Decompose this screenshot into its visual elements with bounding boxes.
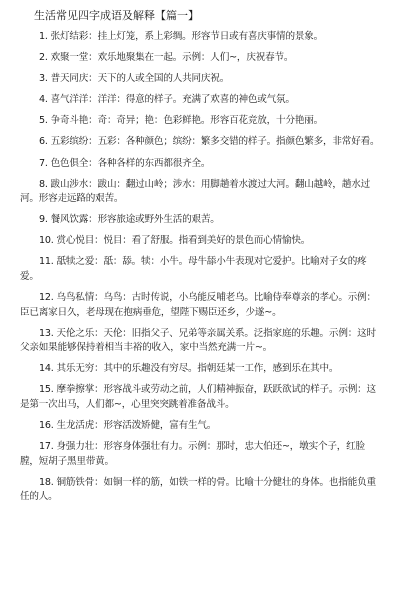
list-item: 4. 喜气洋洋：洋洋：得意的样子。充满了欢喜的神色或气氛。 xyxy=(39,94,295,106)
list-item: 14. 其乐无穷：其中的乐趣没有穷尽。指朝廷某一工作，感到乐在其中。 xyxy=(39,363,339,375)
entry-list xyxy=(20,30,380,505)
list-item: 9. 餐风饮露：形容旅途或野外生活的艰苦。 xyxy=(39,214,220,226)
list-item: 8. 跋山涉水：跋山：翻过山岭；涉水：用脚趟着水渡过大河。翻山越岭，趟水过河。形容走远路的艰苦。 xyxy=(20,178,370,205)
list-item: 11. 舐犊之爱：舐：舔。犊：小牛。母牛舔小牛表现对它爱护。比喻对子女的疼爱。 xyxy=(20,256,367,282)
list-item: 15. 摩拳擦掌：形容战斗或劳动之前，人们精神振奋，跃跃欲试的样子。示例：这是第一次出马，人们都~，心里突突跳着准备战斗。 xyxy=(20,384,376,410)
list-item: 18. 铜筋铁骨：如铜一样的筋，如铁一样的骨。比喻十分健壮的身体。也指能负重任的人。 xyxy=(20,476,376,503)
list-item: 7. 色色俱全：各种各样的东西都很齐全。 xyxy=(39,157,211,169)
list-item: 2. 欢聚一堂：欢乐地聚集在一起。示例：人们~，庆祝春节。 xyxy=(39,52,294,64)
list-item: 1. 张灯结彩：挂上灯笼，系上彩绸。形容节日或有喜庆事情的景象。 xyxy=(39,31,324,42)
document-title: 生活常见四字成语及解释【篇一】 xyxy=(34,9,199,22)
list-item: 6. 五彩缤纷：五彩：各种颜色；缤纷：繁多交错的样子。指颜色繁多，非常好看。 xyxy=(39,136,380,148)
list-item: 13. 天伦之乐：天伦：旧指父子、兄弟等亲属关系。泛指家庭的乐趣。示例：这时父亲如果能够保持着相当丰裕的收入，家中当然充满一片~。 xyxy=(20,327,376,354)
list-item: 3. 普天同庆：天下的人或全国的人共同庆祝。 xyxy=(39,73,230,85)
list-item: 10. 赏心悦目：悦目：看了舒服。指看到美好的景色而心情愉快。 xyxy=(39,235,311,247)
list-item: 5. 争奇斗艳：奇：奇异；艳：色彩鲜艳。形容百花竞放，十分艳丽。 xyxy=(39,115,324,127)
list-item: 16. 生龙活虎：形容活泼矫健，富有生气。 xyxy=(39,419,217,431)
list-item: 17. 身强力壮：形容身体强壮有力。示例：那时，忠大伯还~，墩实个子，红脸膛，短胡子黑里带黄。 xyxy=(20,441,365,467)
list-item: 12. 乌鸟私情：乌鸟：古时传说，小乌能反哺老乌。比喻侍奉尊亲的孝心。示例：臣已离家日久，老母现在抱病垂危，望陛下赐臣还乡，少遂~。 xyxy=(20,292,376,318)
